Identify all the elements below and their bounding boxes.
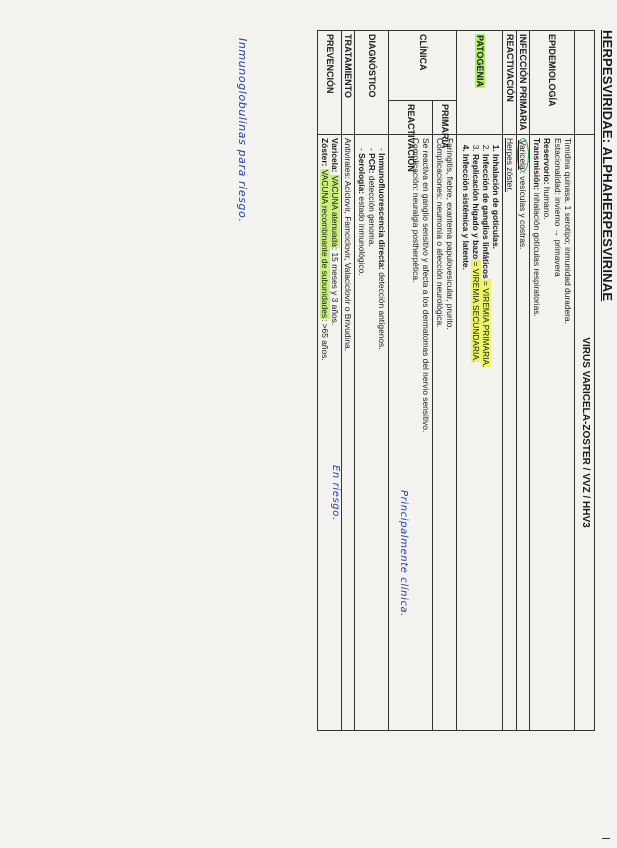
infeccion-primaria-content (516, 135, 529, 731)
row-label-diagnostico: DIAGNÓSTICO (355, 31, 389, 135)
patogenia-steps (460, 138, 501, 727)
epidemiologia-content (530, 135, 575, 731)
patogenia-step-3: 3. Replicación hígado y bazo = VIREMIA SECUNDARIA. (471, 154, 481, 727)
epidemiologia-line-1: Timidina quinasa. 1 serotipo; inmunidad duradera. (563, 138, 573, 324)
virus-header: VIRUS VARICELA-ZOSTER / VVZ / HHV3 (575, 135, 595, 731)
epidemiologia-line-2: Estacionalidad: invierno → primavera (552, 138, 563, 277)
reservorio-value: humano. (542, 184, 553, 220)
reservorio-label: Reservorio: (542, 138, 553, 185)
row-diagnostico (355, 31, 389, 731)
document-title: HERPESVIRIDAE: ALPHAHERPESVIRINAE (600, 30, 615, 302)
clinica-reactivacion-line-1: Se reactiva en ganglio sensitivo y afecta a los dermatomas del nervio sensitivo. (421, 138, 432, 433)
epidemiologia-line-4 (532, 138, 542, 727)
patogenia-content (457, 135, 503, 731)
patogenia-step-2: 2. Infección de ganglios linfáticos = VIREMIA PRIMARIA. (481, 154, 491, 727)
row-prevencion (318, 31, 342, 731)
clinica-reactivacion-content (389, 135, 433, 731)
reactivacion-content (503, 135, 516, 731)
summary-table (317, 30, 595, 731)
row-tratamiento (342, 31, 355, 731)
table-header-row (575, 31, 595, 731)
header-empty-cell (575, 31, 595, 135)
prevencion-content (318, 135, 342, 731)
patogenia-step-4: 4. Infección sistémica y latente. (460, 154, 470, 727)
clinica-reactivacion-line-2: Complicación: neuralgia postherpética. (411, 138, 422, 283)
diagnostico-item-2: - PCR: detección genoma. (367, 148, 377, 727)
row-label-reactivacion: REACTIVACIÓN (503, 31, 516, 135)
row-reactivacion (503, 31, 516, 731)
diagnostico-content (355, 135, 389, 731)
handwritten-note-bottom: Inmunoglobulinas para riesgo. (236, 38, 249, 223)
row-label-prevencion: PREVENCIÓN (318, 31, 342, 135)
transmision-label: Transmisión: (532, 138, 543, 191)
epidemiologia-line-3 (542, 138, 552, 727)
row-label-tratamiento: TRATAMIENTO (342, 31, 355, 135)
varicela-description: : vesículas y costras. (518, 171, 528, 250)
vacuna-atenuada: VACUNA atenuada (330, 175, 341, 247)
row-label-clinica: CLÍNICA (389, 31, 457, 101)
handwritten-note-riesgo: En riesgo. (330, 465, 341, 521)
row-clinica-primaria (433, 31, 457, 731)
row-label-epidemiologia: EPIDEMIOLOGÍA (530, 31, 575, 135)
tratamiento-content: Antivirales: Aciclovir, Famciclovir, Valaciclovir o Brivudina. (342, 135, 355, 731)
varicela-term: Varicela (518, 140, 528, 170)
diagnostico-item-1: - Inmunofluorescencia directa: detección antígenos. (377, 148, 387, 727)
clinica-primaria-content (433, 135, 457, 731)
clinica-reactivacion-label: REACTIVACIÓN (389, 101, 433, 135)
row-epidemiologia (530, 31, 575, 731)
herpes-zoster-text: Herpes zóster. (504, 138, 515, 192)
vacuna-recombinante: VACUNA recombinante de subunidades (319, 169, 330, 319)
row-label-infeccion-primaria: INFECCIÓN PRIMARIA (516, 31, 529, 135)
diagnostico-list (357, 138, 388, 727)
clinica-primaria-line-2: Complicaciones: neumonía o afección neurológica. (435, 138, 446, 328)
transmision-value: inhalación gotículas respiratorias. (532, 190, 543, 317)
row-label-patogenia: PATOGENIA (475, 35, 486, 88)
row-infeccion-primaria (516, 31, 529, 731)
diagnostico-item-3: - Serología: estado inmunológico. (357, 148, 367, 727)
row-clinica-reactivacion (389, 31, 433, 731)
row-label-patogenia-cell (457, 31, 503, 135)
clinica-primaria-line-1: Faringitis, fiebre, exantema papulovesicular, prurito. (445, 138, 456, 330)
page-edge-mark (602, 838, 610, 839)
row-patogenia (457, 31, 503, 731)
prevencion-line-1: Varicela: VACUNA atenuada: 15 meses y 3 años. (330, 138, 341, 326)
handwritten-note-clinica: Principalmente clínica. (398, 490, 409, 618)
prevencion-line-2: Zóster: VACUNA recombinante de subunidades: >65 años. (319, 138, 330, 361)
clinica-primaria-label: PRIMARIA (433, 101, 457, 135)
patogenia-step-1: 1. Inhalación de gotículas. (491, 154, 501, 727)
